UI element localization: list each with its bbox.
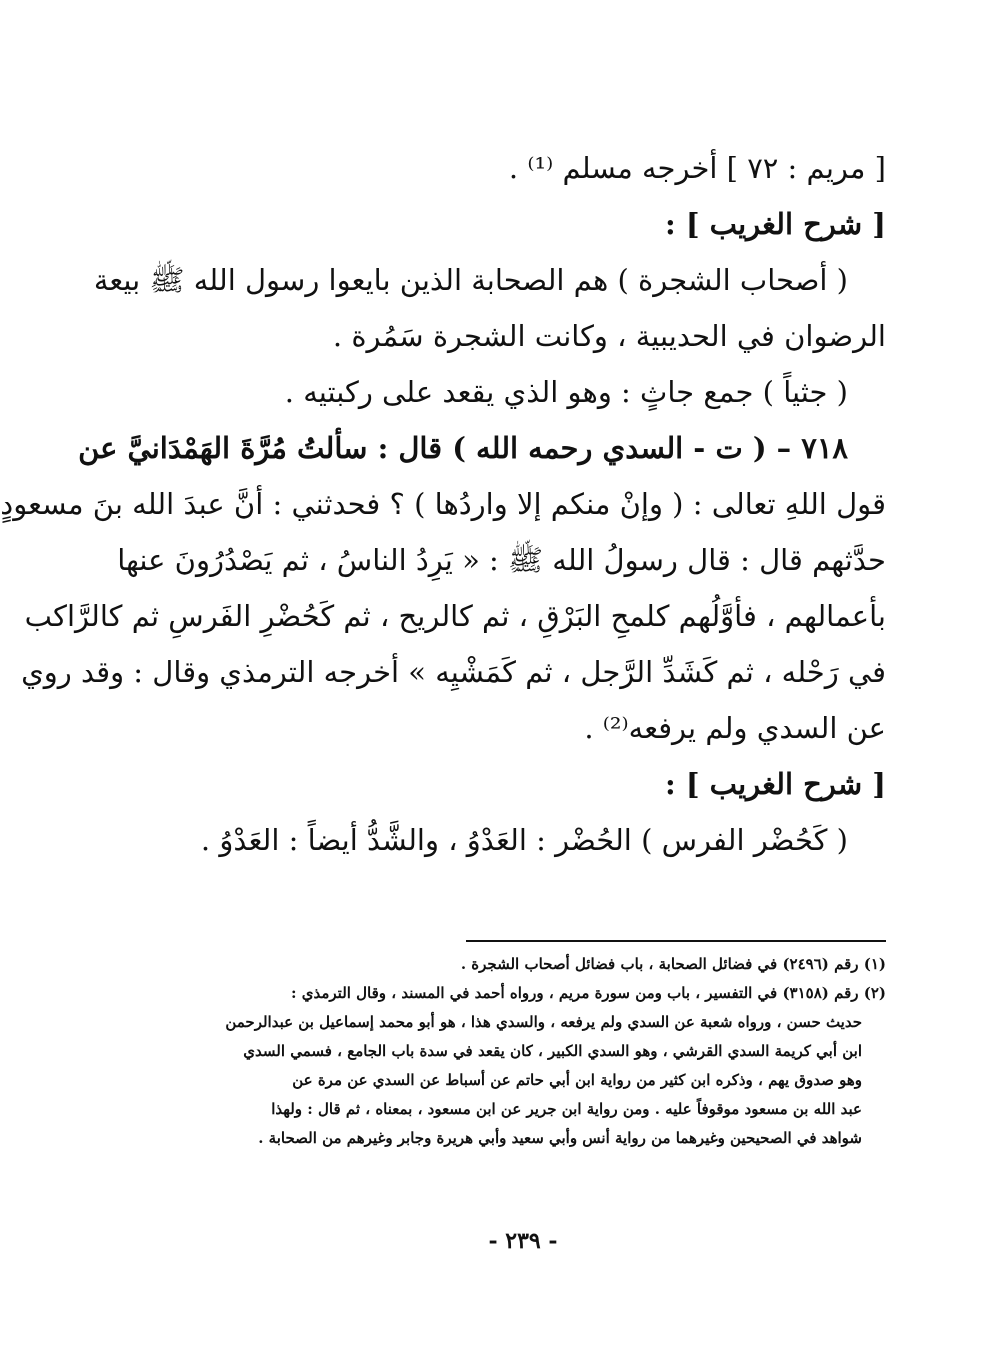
footnote-2-cont-1: حديث حسن ، ورواه شعبة عن السدي ولم يرفعه ، والسدي هذا ، هو أبو محمد إسماعيل بن عبدالرحمن bbox=[225, 1013, 862, 1031]
hadith-718-line-6: عن السدي ولم يرفعه⁽²⁾ . bbox=[584, 711, 886, 745]
footnote-2-cont-3: وهو صدوق يهم ، وذكره ابن كثير من رواية ابن أبي حاتم عن أسباط عن السدي عن مرة عن bbox=[292, 1071, 862, 1089]
gharib-heading-1: [ شرح الغريب ] : bbox=[665, 207, 886, 241]
hadith-718-line-2: قول اللهِ تعالى : ( وإنْ منكم إلا واردُها ) ؟ فحدثني : أنَّ عبدَ الله بنَ مسعودٍ bbox=[0, 487, 886, 521]
footnotes bbox=[160, 950, 886, 1153]
hadith-718-line-1: ٧١٨ – ( ت - السدي رحمه الله ) قال : سألتُ مُرَّةَ الهَمْدَانيَّ عن bbox=[78, 431, 848, 465]
page-number: - ٢٣٩ - bbox=[488, 1228, 558, 1254]
hadith-718-line-5: في رَحْله ، ثم كَشَدِّ الرَّجل ، ثم كَمَشْيِه » أخرجه الترمذي وقال : وقد روي bbox=[21, 655, 886, 689]
gharib-entry-jithiyyan: ( جثياً ) جمع جاثٍ : وهو الذي يقعد على ركبتيه . bbox=[284, 375, 848, 409]
footnote-2-cont-4: عبد الله بن مسعود موقوفاً عليه . ومن رواية ابن جرير عن ابن مسعود ، بمعناه ، ثم قال : ولهذا bbox=[271, 1100, 862, 1118]
footnote-2-cont-2: ابن أبي كريمة السدي القرشي ، وهو السدي الكبير ، كان يقعد في سدة باب الجامع ، فسمي السدي bbox=[243, 1042, 862, 1060]
gharib-entry-ashab-shajara: ( أصحاب الشجرة ) هم الصحابة الذين بايعوا رسول الله ﷺ بيعة bbox=[93, 263, 848, 297]
gharib-entry-ashab-shajara-cont: الرضوان في الحديبية ، وكانت الشجرة سَمُرة . bbox=[332, 319, 886, 353]
hadith-718-line-3: حدَّثهم قال : قال رسولُ الله ﷺ : « يَرِدُ الناسُ ، ثم يَصْدُرُونَ عنها bbox=[117, 543, 886, 577]
verse-reference-line: [ مريم : ٧٢ ] أخرجه مسلم ⁽¹⁾ . bbox=[508, 151, 886, 185]
footnote-1: (١) رقم (٢٤٩٦) في فضائل الصحابة ، باب فضائل أصحاب الشجرة . bbox=[460, 955, 886, 973]
gharib-heading-2: [ شرح الغريب ] : bbox=[665, 767, 886, 801]
gharib-entry-hudr: ( كَحُضْر الفرس ) الحُضْر : العَدْوُ ، والشَّدُّ أيضاً : العَدْوُ . bbox=[200, 823, 848, 857]
main-text bbox=[0, 140, 886, 868]
footnote-divider bbox=[466, 940, 886, 942]
footnote-2: (٢) رقم (٣١٥٨) في التفسير ، باب ومن سورة مريم ، ورواه أحمد في المسند ، وقال الترمذي : bbox=[290, 984, 886, 1002]
footnote-2-cont-5: شواهد في الصحيحين وغيرهما من رواية أنس وأبي سعيد وأبي هريرة وجابر وغيرهم من الصحابة . bbox=[258, 1129, 862, 1147]
hadith-718-line-4: بأعمالهم ، فأوَّلُهم كلمحِ البَرْقِ ، ثم كالريح ، ثم كَحُضْرِ الفَرسِ ثم كالرَّاكب bbox=[24, 599, 886, 633]
